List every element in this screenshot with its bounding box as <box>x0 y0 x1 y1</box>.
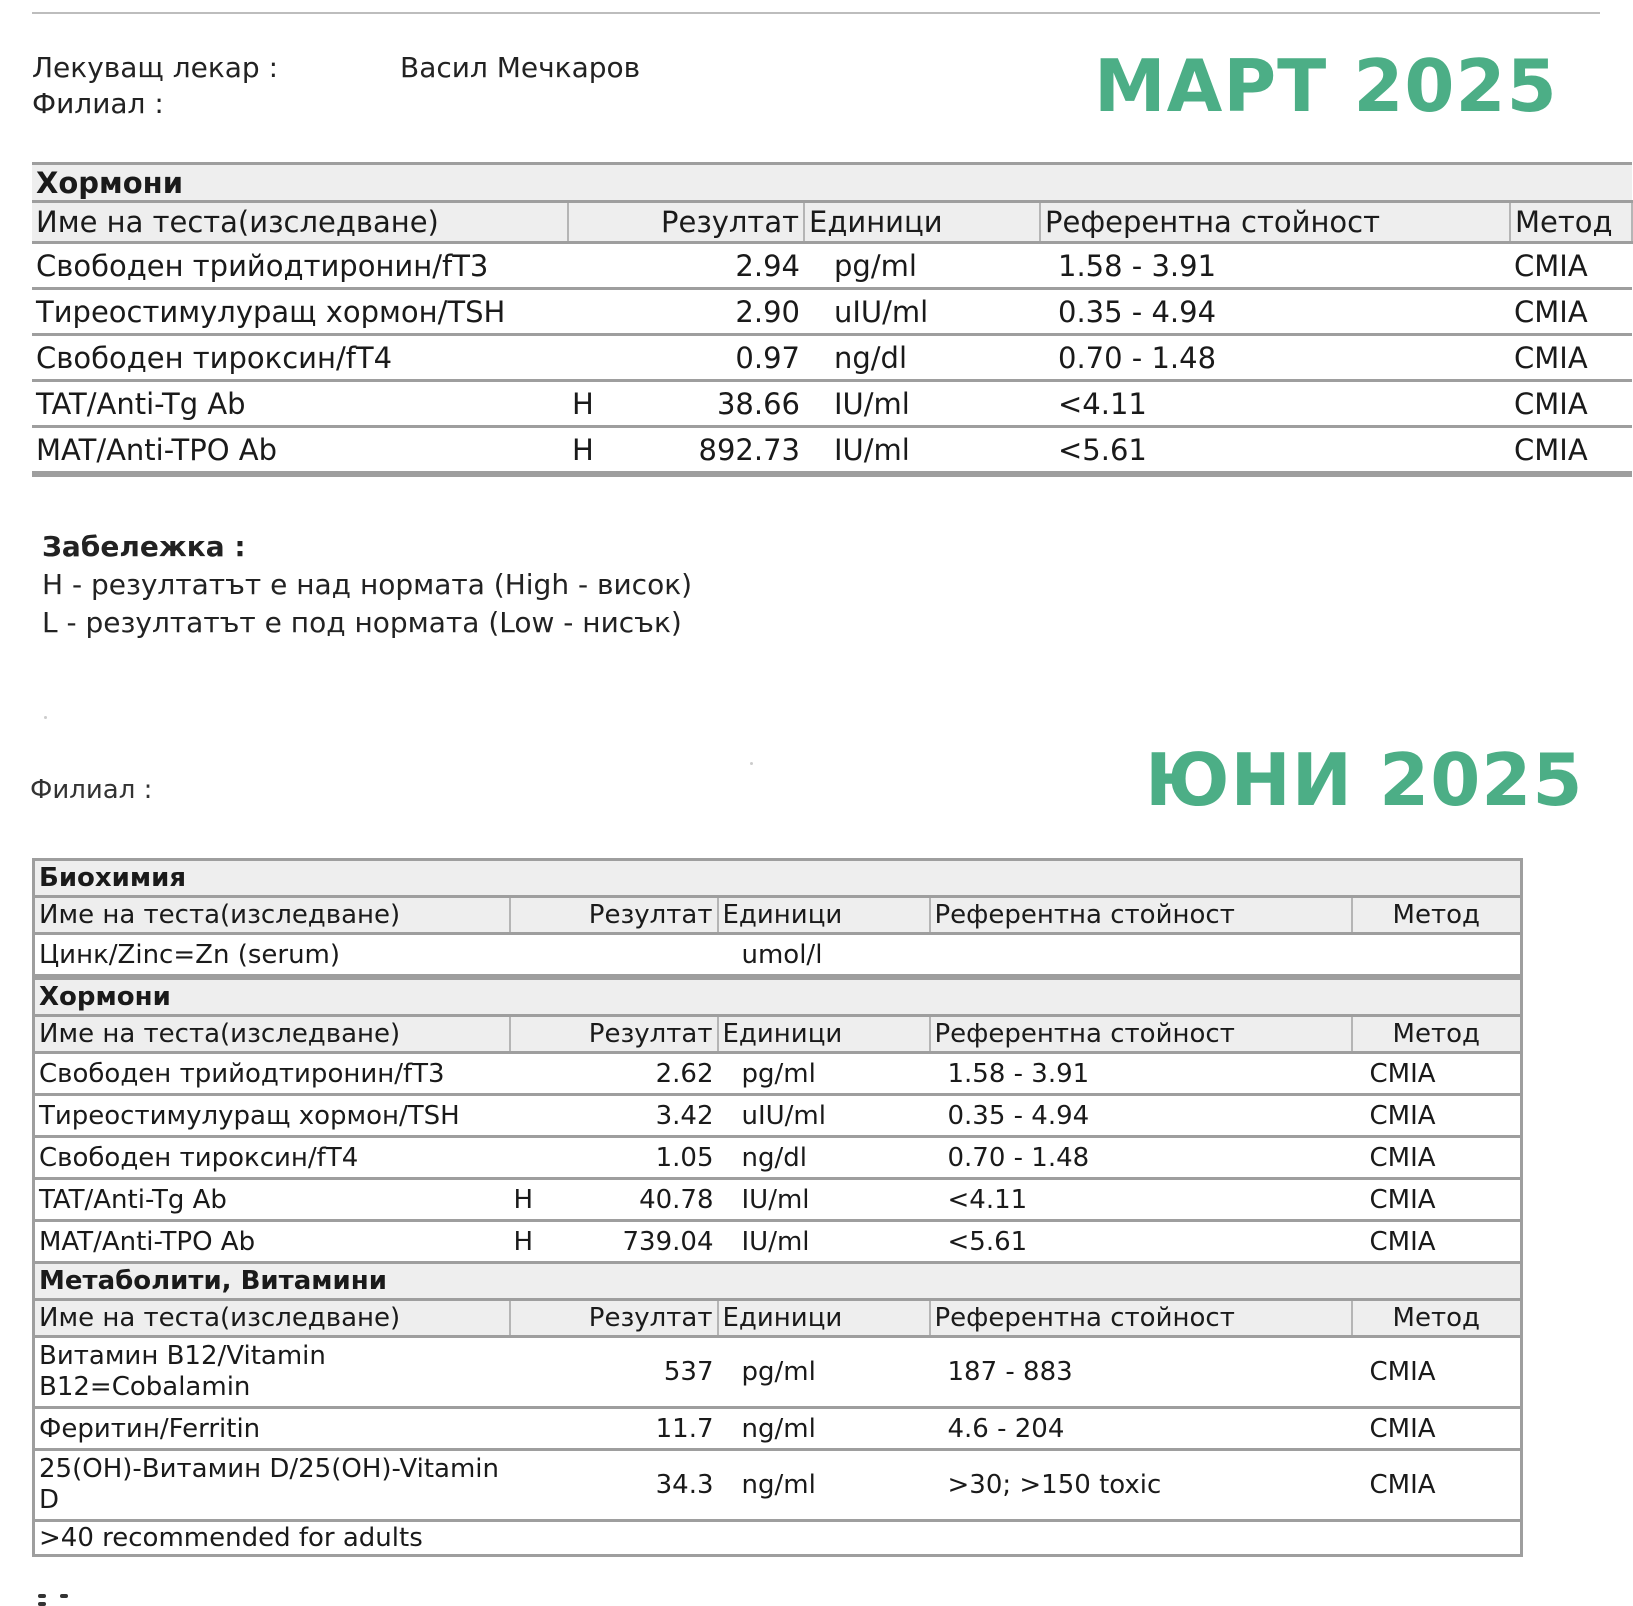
test-reference: 0.35 - 4.94 <box>1040 289 1510 335</box>
test-name: Свободен тироксин/fT4 <box>34 1137 510 1179</box>
test-reference: <4.11 <box>930 1179 1352 1221</box>
test-units: uIU/ml <box>718 1095 930 1137</box>
note-row <box>34 1521 1522 1556</box>
col-reference: Референтна стойност <box>1040 202 1510 243</box>
period-label-june: ЮНИ 2025 <box>1145 738 1584 822</box>
test-result <box>568 381 804 427</box>
col-result: Резултат <box>510 1300 718 1337</box>
test-units: IU/ml <box>718 1221 930 1263</box>
table-row <box>34 1221 1522 1263</box>
col-method: Метод <box>1352 897 1522 934</box>
test-units: ng/ml <box>718 1408 930 1450</box>
table-row <box>34 1179 1522 1221</box>
test-units: umol/l <box>718 934 930 978</box>
section-title: Биохимия <box>34 860 1522 897</box>
test-method: CMIA <box>1352 1450 1522 1521</box>
section-title: Хормони <box>32 164 1632 202</box>
test-units: pg/ml <box>804 243 1040 289</box>
test-method: CMIA <box>1352 1408 1522 1450</box>
test-name: Витамин B12/Vitamin B12=Cobalamin <box>34 1337 510 1408</box>
col-method: Метод <box>1510 202 1632 243</box>
test-reference: <5.61 <box>1040 427 1510 475</box>
vitamin-d-note: >40 recommended for adults <box>34 1521 1522 1556</box>
col-units: Единици <box>804 202 1040 243</box>
test-reference: <5.61 <box>930 1221 1352 1263</box>
table-row <box>34 1053 1522 1095</box>
test-name: Свободен тироксин/fT4 <box>32 335 568 381</box>
col-reference: Референтна стойност <box>930 897 1352 934</box>
cropped-branch-label <box>30 775 153 805</box>
test-units: ng/dl <box>804 335 1040 381</box>
test-method: CMIA <box>1510 427 1632 475</box>
result-value: 2.62 <box>655 1058 714 1089</box>
col-result: Резултат <box>568 202 804 243</box>
lab-results-table-june <box>32 858 1523 1557</box>
test-name: Свободен трийодтиронин/fT3 <box>32 243 568 289</box>
test-result <box>568 335 804 381</box>
test-result <box>510 1179 718 1221</box>
test-method: CMIA <box>1352 1095 1522 1137</box>
cropped-text-fragment <box>38 1590 98 1600</box>
col-reference: Референтна стойност <box>930 1016 1352 1053</box>
test-units: pg/ml <box>718 1337 930 1408</box>
test-reference <box>930 934 1352 978</box>
result-value: 40.78 <box>639 1184 714 1215</box>
result-value: 3.42 <box>655 1100 714 1131</box>
test-reference: >30; >150 toxic <box>930 1450 1352 1521</box>
remark-high: H - резултатът е над нормата (High - висок) <box>42 568 693 601</box>
section-header-row <box>32 164 1632 202</box>
test-units: uIU/ml <box>804 289 1040 335</box>
test-name: 25(OH)-Витамин D/25(OH)-Vitamin D <box>34 1450 510 1521</box>
scan-speck <box>750 762 753 765</box>
table-row <box>34 1408 1522 1450</box>
test-reference: 0.70 - 1.48 <box>1040 335 1510 381</box>
table-row <box>34 1337 1522 1408</box>
test-method: CMIA <box>1510 381 1632 427</box>
test-method: CMIA <box>1352 1137 1522 1179</box>
high-flag: H <box>513 1226 534 1257</box>
col-units: Единици <box>718 897 930 934</box>
table-row <box>34 1137 1522 1179</box>
column-header-row <box>32 202 1632 243</box>
test-result <box>510 1053 718 1095</box>
test-result <box>510 1095 718 1137</box>
test-units: ng/dl <box>718 1137 930 1179</box>
test-method: CMIA <box>1510 289 1632 335</box>
section-header-row <box>34 860 1522 897</box>
result-value: 2.94 <box>735 248 800 283</box>
section-title: Метаболити, Витамини <box>34 1263 1522 1300</box>
table-row <box>32 289 1632 335</box>
test-units: ng/ml <box>718 1450 930 1521</box>
doctor-label: Лекуващ лекар : <box>32 51 278 84</box>
test-result <box>510 934 718 978</box>
section-header-row <box>34 1263 1522 1300</box>
test-result: 11.7 <box>510 1408 718 1450</box>
test-name: Тиреостимулуращ хормон/TSH <box>32 289 568 335</box>
col-reference: Референтна стойност <box>930 1300 1352 1337</box>
test-name: Цинк/Zinc=Zn (serum) <box>34 934 510 978</box>
test-reference: <4.11 <box>1040 381 1510 427</box>
result-value: 0.97 <box>735 340 800 375</box>
test-name: Тиреостимулуращ хормон/TSH <box>34 1095 510 1137</box>
section-title: Хормони <box>34 977 1522 1016</box>
remark-low: L - резултатът е под нормата (Low - нисък) <box>42 606 682 639</box>
high-flag: H <box>572 386 594 421</box>
test-units: IU/ml <box>804 381 1040 427</box>
col-test-name: Име на теста(изследване) <box>34 1300 510 1337</box>
test-reference: 187 - 883 <box>930 1337 1352 1408</box>
test-units: IU/ml <box>718 1179 930 1221</box>
top-divider-line <box>32 12 1600 14</box>
col-units: Единици <box>718 1300 930 1337</box>
doctor-name: Васил Мечкаров <box>400 51 641 84</box>
test-name: Феритин/Ferritin <box>34 1408 510 1450</box>
table-row <box>32 243 1632 289</box>
test-result: 34.3 <box>510 1450 718 1521</box>
table-row <box>34 1450 1522 1521</box>
col-units: Единици <box>718 1016 930 1053</box>
table-row <box>32 427 1632 475</box>
test-method: CMIA <box>1352 1337 1522 1408</box>
section-header-row <box>34 977 1522 1016</box>
test-method: CMIA <box>1352 1053 1522 1095</box>
test-name: Свободен трийодтиронин/fT3 <box>34 1053 510 1095</box>
test-method <box>1352 934 1522 978</box>
col-result: Резултат <box>510 1016 718 1053</box>
table-row <box>32 381 1632 427</box>
test-reference: 1.58 - 3.91 <box>1040 243 1510 289</box>
result-value: 892.73 <box>698 432 800 467</box>
test-name: TAT/Anti-Tg Ab <box>32 381 568 427</box>
col-test-name: Име на теста(изследване) <box>34 1016 510 1053</box>
test-units: pg/ml <box>718 1053 930 1095</box>
branch-label: Филиал : <box>32 87 164 120</box>
result-value: 38.66 <box>716 386 800 421</box>
test-result <box>568 427 804 475</box>
col-test-name: Име на теста(изследване) <box>32 202 568 243</box>
col-result: Резултат <box>510 897 718 934</box>
column-header-row <box>34 1300 1522 1337</box>
test-reference: 0.35 - 4.94 <box>930 1095 1352 1137</box>
test-units: IU/ml <box>804 427 1040 475</box>
result-value: 2.90 <box>735 294 800 329</box>
scan-speck <box>44 716 47 719</box>
remark-block <box>42 528 692 642</box>
result-value: 739.04 <box>622 1226 714 1257</box>
remark-title: Забележка : <box>42 530 246 563</box>
test-reference: 1.58 - 3.91 <box>930 1053 1352 1095</box>
test-result <box>510 1221 718 1263</box>
table-row <box>32 335 1632 381</box>
test-reference: 4.6 - 204 <box>930 1408 1352 1450</box>
test-result: 537 <box>510 1337 718 1408</box>
test-method: CMIA <box>1352 1179 1522 1221</box>
test-method: CMIA <box>1352 1221 1522 1263</box>
table-row <box>34 1095 1522 1137</box>
hormones-table-march <box>32 162 1633 477</box>
col-method: Метод <box>1352 1016 1522 1053</box>
column-header-row <box>34 897 1522 934</box>
test-result <box>568 289 804 335</box>
column-header-row <box>34 1016 1522 1053</box>
test-method: CMIA <box>1510 243 1632 289</box>
test-result <box>568 243 804 289</box>
test-name: MAT/Anti-TPO Ab <box>32 427 568 475</box>
high-flag: H <box>513 1184 534 1215</box>
result-value: 1.05 <box>655 1142 714 1173</box>
period-label-march: МАРТ 2025 <box>1094 44 1558 128</box>
test-name: TAT/Anti-Tg Ab <box>34 1179 510 1221</box>
test-reference: 0.70 - 1.48 <box>930 1137 1352 1179</box>
cropped-branch-text: Филиал : <box>30 775 153 805</box>
test-result <box>510 1137 718 1179</box>
test-name: MAT/Anti-TPO Ab <box>34 1221 510 1263</box>
col-test-name: Име на теста(изследване) <box>34 897 510 934</box>
test-method: CMIA <box>1510 335 1632 381</box>
table-row <box>34 934 1522 978</box>
col-method: Метод <box>1352 1300 1522 1337</box>
high-flag: H <box>572 432 594 467</box>
